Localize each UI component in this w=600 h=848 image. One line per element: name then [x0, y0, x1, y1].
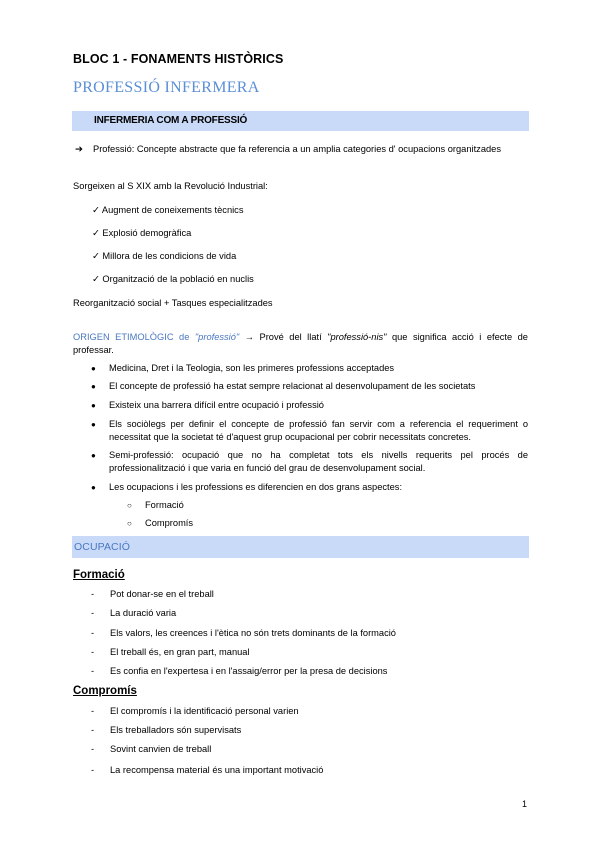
formacio-title: Formació — [73, 569, 125, 581]
bullet-icon: ● — [91, 483, 96, 492]
section-heading: OCUPACIÓ — [74, 541, 131, 553]
dash-text: La duració varia — [110, 608, 177, 618]
circle-icon: ○ — [127, 501, 132, 510]
check-text: Augment de coneixements tècnics — [101, 205, 244, 215]
bullet-icon: ● — [91, 364, 96, 373]
section-heading-band — [72, 111, 529, 131]
dash-icon: - — [91, 608, 95, 618]
bullet-text: El concepte de professió ha estat sempre relacionat al desenvolupament de les societats — [109, 381, 476, 391]
circle-icon: ○ — [127, 519, 132, 528]
check-item — [92, 273, 254, 286]
bloc-title: BLOC 1 - FONAMENTS HISTÒRICS — [73, 52, 284, 66]
section-heading: INFERMERIA COM A PROFESSIÓ — [94, 115, 248, 126]
dash-icon: - — [91, 706, 95, 716]
bullet-icon: ● — [91, 420, 96, 429]
origin-arrow: → — [239, 332, 260, 342]
check-item — [92, 204, 243, 217]
dash-text: Es confia en l'expertesa i en l'assaig/error per la presa de decisions — [110, 666, 388, 676]
bullet-text: Existeix una barrera difícil entre ocupació i professió — [109, 400, 324, 410]
sub-bullet-text: Formació — [145, 500, 184, 510]
check-item — [92, 227, 191, 240]
check-text: Explosió demogràfica — [102, 228, 192, 238]
dash-text: Els treballadors són supervisats — [110, 725, 242, 735]
origin-term: "professió-nis" — [327, 332, 387, 342]
dash-text: El compromís i la identificació personal varien — [110, 706, 299, 716]
origin-label-word: "professió" — [194, 332, 240, 342]
dash-text: Sovint canvien de treball — [110, 744, 212, 754]
bullet-icon: ● — [91, 382, 96, 391]
dash-icon: - — [91, 628, 95, 638]
dash-icon: - — [91, 744, 95, 754]
check-text: Organització de la població en nuclis — [102, 274, 254, 284]
dash-icon: - — [91, 725, 95, 735]
bullet-text: Els sociòlegs per definir el concepte de professió fan servir com a referencia el requeriment o necessitat que la societat té d'aquest grup ocupacional per cobrir necessitats concretes. — [109, 419, 528, 442]
bullet-text: Medicina, Dret i la Teologia, son les primeres professions acceptades — [109, 363, 395, 373]
bullet-text: Les ocupacions i les professions es diferencien en dos grans aspectes: — [109, 482, 403, 492]
bullet-icon: ● — [91, 451, 96, 460]
origin-text-1: Prové del llatí — [259, 332, 328, 342]
definition-text: Professió: Concepte abstracte que fa referencia a un amplia categories d' ocupacions organitzades — [93, 144, 501, 154]
origin-paragraph — [73, 331, 528, 357]
bullet-icon: ● — [91, 401, 96, 410]
dash-text: Els valors, les creences i l'ètica no són trets dominants de la formació — [110, 628, 396, 638]
check-icon: ✓ — [92, 274, 100, 284]
check-item — [92, 250, 236, 263]
compromis-title: Compromís — [73, 685, 137, 697]
sub-bullet-text: Compromís — [145, 518, 194, 528]
origin-label: ORIGEN ETIMOLÒGIC de — [73, 332, 195, 342]
page-number: 1 — [522, 799, 528, 809]
check-icon: ✓ — [92, 251, 100, 261]
check-icon: ✓ — [92, 228, 100, 238]
dash-text: El treball és, en gran part, manual — [110, 647, 250, 657]
bullet-text: Semi-professió: ocupació que no ha completat tots els nivells requerits pel procés de professionalització i que varia en funció del grau de desenvolupament social. — [109, 450, 528, 473]
dash-text: La recompensa material és una important motivació — [110, 765, 324, 775]
intro-text: Sorgeixen al S XIX amb la Revolució Industrial: — [73, 181, 268, 191]
dash-text: Pot donar-se en el treball — [110, 589, 214, 599]
main-title: PROFESSIÓ INFERMERA — [73, 79, 260, 96]
check-icon: ✓ — [92, 205, 100, 215]
section-heading-band — [72, 536, 529, 558]
arrow-icon: ➔ — [75, 144, 83, 154]
dash-icon: - — [91, 765, 95, 775]
origin-text-2: que significa acció i efecte de professar. — [73, 332, 528, 355]
dash-icon: - — [91, 589, 95, 599]
summary-text: Reorganització social + Tasques especialitzades — [73, 298, 273, 308]
dash-icon: - — [91, 647, 95, 657]
check-text: Millora de les condicions de vida — [102, 251, 237, 261]
dash-icon: - — [91, 666, 95, 676]
